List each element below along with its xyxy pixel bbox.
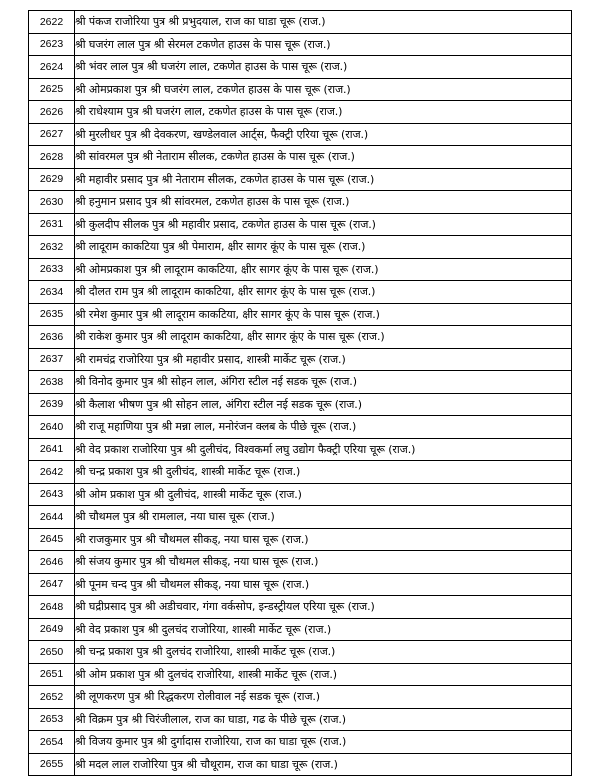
serial-number-cell: 2639 xyxy=(29,393,75,416)
member-details-cell: श्री विनोद कुमार पुत्र श्री सोहन लाल, अंगिरा स्टील नई सडक चूरू (राज.) xyxy=(75,371,572,394)
member-details-cell: श्री ओमप्रकाश पुत्र श्री लादूराम काकटिया, क्षीर सागर कूंए के पास चूरू (राज.) xyxy=(75,258,572,281)
member-details-cell: श्री कुलदीप सीलक पुत्र श्री महावीर प्रसाद, टकणेत हाउस के पास चूरू (राज.) xyxy=(75,213,572,236)
member-details-cell: श्री सांवरमल पुत्र श्री नेताराम सीलक, टकणेत हाउस के पास चूरू (राज.) xyxy=(75,146,572,169)
serial-number-cell: 2631 xyxy=(29,213,75,236)
table-row xyxy=(29,528,572,551)
table-row xyxy=(29,146,572,169)
member-details-cell: श्री कैलाश भीषण पुत्र श्री सोहन लाल, अंगिरा स्टील नई सडक चूरू (राज.) xyxy=(75,393,572,416)
table-row xyxy=(29,438,572,461)
member-details-cell: श्री विजय कुमार पुत्र श्री दुर्गादास राजोरिया, राज का घाडा चूरू (राज.) xyxy=(75,731,572,754)
member-details-cell: श्री मदल लाल राजोरिया पुत्र श्री चौथूराम, राज का घाडा चूरू (राज.) xyxy=(75,753,572,776)
member-details-cell: श्री राजकुमार पुत्र श्री चौथमल सीकड्, नया घास चूरू (राज.) xyxy=(75,528,572,551)
serial-number-cell: 2623 xyxy=(29,33,75,56)
member-details-cell: श्री ओम प्रकाश पुत्र श्री दुलीचंद, शास्त्री मार्केट चूरू (राज.) xyxy=(75,483,572,506)
serial-number-cell: 2643 xyxy=(29,483,75,506)
serial-number-cell: 2628 xyxy=(29,146,75,169)
serial-number-cell: 2637 xyxy=(29,348,75,371)
member-details-cell: श्री रमेश कुमार पुत्र श्री लादूराम काकटिया, क्षीर सागर कूंए के पास चूरू (राज.) xyxy=(75,303,572,326)
table-row xyxy=(29,663,572,686)
serial-number-cell: 2629 xyxy=(29,168,75,191)
member-details-cell: श्री चौथमल पुत्र श्री रामलाल, नया घास चूरू (राज.) xyxy=(75,506,572,529)
table-row xyxy=(29,596,572,619)
serial-number-cell: 2650 xyxy=(29,641,75,664)
serial-number-cell: 2645 xyxy=(29,528,75,551)
serial-number-cell: 2625 xyxy=(29,78,75,101)
member-details-cell: श्री लादूराम काकटिया पुत्र श्री पेमाराम, क्षीर सागर कूंए के पास चूरू (राज.) xyxy=(75,236,572,259)
table-row xyxy=(29,101,572,124)
member-details-cell: श्री घद्रीप्रसाद पुत्र श्री अडीचवार, गंगा वर्कसोप, इन्डस्ट्रीयल एरिया चूरू (राज.) xyxy=(75,596,572,619)
table-row xyxy=(29,78,572,101)
table-row xyxy=(29,326,572,349)
register-table-body xyxy=(29,11,572,776)
table-row xyxy=(29,123,572,146)
table-row xyxy=(29,506,572,529)
member-details-cell: श्री पूनम चन्द पुत्र श्री चौथमल सीकड्, नया घास चूरू (राज.) xyxy=(75,573,572,596)
table-row xyxy=(29,371,572,394)
member-details-cell: श्री मुरलीधर पुत्र श्री देवकरण, खण्डेलवाल आर्ट्स, फैक्ट्री एरिया चूरू (राज.) xyxy=(75,123,572,146)
table-row xyxy=(29,573,572,596)
serial-number-cell: 2626 xyxy=(29,101,75,124)
serial-number-cell: 2655 xyxy=(29,753,75,776)
table-row xyxy=(29,303,572,326)
member-details-cell: श्री भंवर लाल पुत्र श्री घजरंग लाल, टकणेत हाउस के पास चूरू (राज.) xyxy=(75,56,572,79)
member-details-cell: श्री वेद प्रकाश पुत्र श्री दुलचंद राजोरिया, शास्त्री मार्केट चूरू (राज.) xyxy=(75,618,572,641)
serial-number-cell: 2636 xyxy=(29,326,75,349)
serial-number-cell: 2622 xyxy=(29,11,75,34)
serial-number-cell: 2634 xyxy=(29,281,75,304)
table-row xyxy=(29,191,572,214)
table-row xyxy=(29,213,572,236)
member-details-cell: श्री घजरंग लाल पुत्र श्री सेरमल टकणेत हाउस के पास चूरू (राज.) xyxy=(75,33,572,56)
member-details-cell: श्री वेद प्रकाश राजोरिया पुत्र श्री दुलीचंद, विश्वकर्मा लघु उद्योग फैक्ट्री एरिया चूरू (राज.) xyxy=(75,438,572,461)
member-details-cell: श्री हनुमान प्रसाद पुत्र श्री सांवरमल, टकणेत हाउस के पास चूरू (राज.) xyxy=(75,191,572,214)
table-row xyxy=(29,258,572,281)
table-row xyxy=(29,416,572,439)
table-row xyxy=(29,236,572,259)
serial-number-cell: 2640 xyxy=(29,416,75,439)
serial-number-cell: 2635 xyxy=(29,303,75,326)
serial-number-cell: 2653 xyxy=(29,708,75,731)
member-details-cell: श्री पंकज राजोरिया पुत्र श्री प्रभुदयाल, राज का घाडा चूरू (राज.) xyxy=(75,11,572,34)
serial-number-cell: 2647 xyxy=(29,573,75,596)
table-row xyxy=(29,731,572,754)
serial-number-cell: 2624 xyxy=(29,56,75,79)
table-row xyxy=(29,618,572,641)
member-details-cell: श्री महावीर प्रसाद पुत्र श्री नेताराम सीलक, टकणेत हाउस के पास चूरू (राज.) xyxy=(75,168,572,191)
serial-number-cell: 2627 xyxy=(29,123,75,146)
member-details-cell: श्री दौलत राम पुत्र श्री लादूराम काकटिया, क्षीर सागर कूंए के पास चूरू (राज.) xyxy=(75,281,572,304)
member-details-cell: श्री लूणकरण पुत्र श्री रिद्धकरण रोलीवाल नई सडक चूरू (राज.) xyxy=(75,686,572,709)
table-row xyxy=(29,551,572,574)
table-row xyxy=(29,11,572,34)
serial-number-cell: 2651 xyxy=(29,663,75,686)
member-details-cell: श्री रामचंद्र राजोरिया पुत्र श्री महावीर प्रसाद, शास्त्री मार्केट चूरू (राज.) xyxy=(75,348,572,371)
table-row xyxy=(29,56,572,79)
member-details-cell: श्री चन्द्र प्रकाश पुत्र श्री दुलचंद राजोरिया, शास्त्री मार्केट चूरू (राज.) xyxy=(75,641,572,664)
table-row xyxy=(29,686,572,709)
table-row xyxy=(29,461,572,484)
table-row xyxy=(29,708,572,731)
member-details-cell: श्री ओम प्रकाश पुत्र श्री दुलचंद राजोरिया, शास्त्री मार्केट चूरू (राज.) xyxy=(75,663,572,686)
table-row xyxy=(29,348,572,371)
serial-number-cell: 2654 xyxy=(29,731,75,754)
serial-number-cell: 2644 xyxy=(29,506,75,529)
serial-number-cell: 2633 xyxy=(29,258,75,281)
table-row xyxy=(29,168,572,191)
serial-number-cell: 2649 xyxy=(29,618,75,641)
serial-number-cell: 2648 xyxy=(29,596,75,619)
member-details-cell: श्री राकेश कुमार पुत्र श्री लादूराम काकटिया, क्षीर सागर कूंए के पास चूरू (राज.) xyxy=(75,326,572,349)
table-row xyxy=(29,393,572,416)
serial-number-cell: 2632 xyxy=(29,236,75,259)
serial-number-cell: 2646 xyxy=(29,551,75,574)
serial-number-cell: 2630 xyxy=(29,191,75,214)
member-details-cell: श्री राजू महाणिया पुत्र श्री मन्ना लाल, मनोरंजन क्लब के पीछे चूरू (राज.) xyxy=(75,416,572,439)
member-details-cell: श्री संजय कुमार पुत्र श्री चौथमल सीकड्, नया घास चूरू (राज.) xyxy=(75,551,572,574)
member-details-cell: श्री विक्रम पुत्र श्री चिरंजीलाल, राज का घाडा, गढ के पीछे चूरू (राज.) xyxy=(75,708,572,731)
table-row xyxy=(29,33,572,56)
member-register-table xyxy=(28,10,572,776)
member-details-cell: श्री राधेश्याम पुत्र श्री घजरंग लाल, टकणेत हाउस के पास चूरू (राज.) xyxy=(75,101,572,124)
table-row xyxy=(29,281,572,304)
member-details-cell: श्री चन्द्र प्रकाश पुत्र श्री दुलीचंद, शास्त्री मार्केट चूरू (राज.) xyxy=(75,461,572,484)
table-row xyxy=(29,641,572,664)
serial-number-cell: 2641 xyxy=(29,438,75,461)
serial-number-cell: 2652 xyxy=(29,686,75,709)
serial-number-cell: 2642 xyxy=(29,461,75,484)
serial-number-cell: 2638 xyxy=(29,371,75,394)
member-details-cell: श्री ओमप्रकाश पुत्र श्री घजरंग लाल, टकणेत हाउस के पास चूरू (राज.) xyxy=(75,78,572,101)
table-row xyxy=(29,753,572,776)
table-row xyxy=(29,483,572,506)
